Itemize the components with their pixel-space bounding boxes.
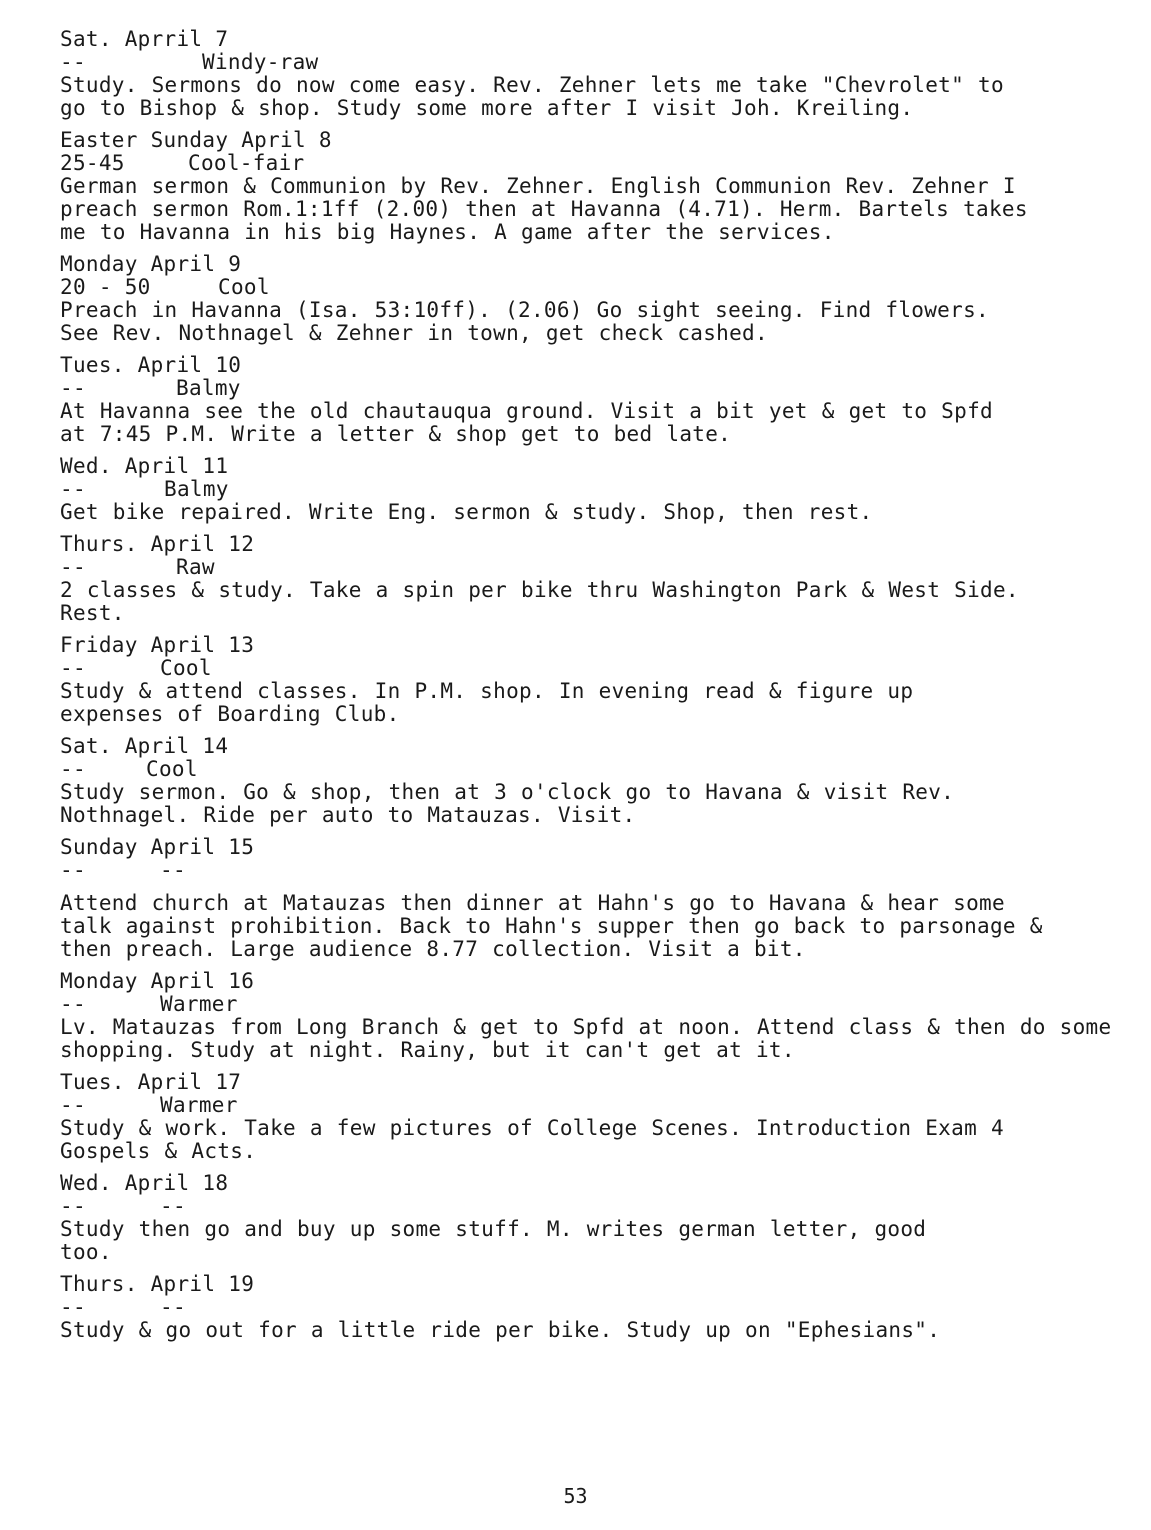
entry-temperature: --	[60, 376, 86, 400]
entry-conditions	[60, 377, 1120, 400]
entry-conditions	[60, 478, 1120, 501]
entry-weather: Raw	[176, 555, 215, 579]
entry-date: Thurs. April 12	[60, 532, 255, 556]
entry-conditions	[60, 993, 1120, 1016]
entry-text: German sermon & Communion by Rev. Zehner. English Communion Rev. Zehner I preach sermon Rom.1:1ff (2.00) then at Havanna (4.71). Herm. Bartels takes me to Havanna in his big Haynes. A game after the services.	[60, 174, 1028, 244]
entry-text: Attend church at Matauzas then dinner at Hahn's go to Havana & hear some talk against prohibition. Back to Hahn's supper then go back to parsonage & then preach. Large audience 8.77 collection. Visit a bit.	[60, 891, 1043, 961]
entry-temperature: --	[60, 1093, 86, 1117]
entry-temperature: 25-45	[60, 151, 125, 175]
diary-entry	[60, 455, 1120, 524]
entry-conditions	[60, 556, 1120, 579]
diary-entry	[60, 836, 1120, 961]
entry-text: Study & go out for a little ride per bike. Study up on "Ephesians".	[60, 1318, 941, 1342]
entry-conditions	[60, 859, 1120, 882]
entry-text: Study then go and buy up some stuff. M. writes german letter, good too.	[60, 1217, 927, 1264]
diary-entry	[60, 533, 1120, 625]
diary-entry	[60, 1172, 1120, 1264]
entry-temperature: --	[60, 757, 86, 781]
entry-temperature: 20 - 50	[60, 275, 151, 299]
entry-date: Tues. April 17	[60, 1070, 242, 1094]
entry-weather: Cool	[160, 656, 212, 680]
entry-weather: Warmer	[160, 1093, 238, 1117]
entry-date: Monday April 16	[60, 969, 255, 993]
entry-date: Tues. April 10	[60, 353, 242, 377]
entry-weather: Cool-fair	[188, 151, 305, 175]
entry-date: Monday April 9	[60, 252, 242, 276]
entry-text: Lv. Matauzas from Long Branch & get to Spfd at noon. Attend class & then do some shopping. Study at night. Rainy, but it can't get at it.	[60, 1015, 1112, 1062]
entry-conditions	[60, 1296, 1120, 1319]
entry-text: 2 classes & study. Take a spin per bike thru Washington Park & West Side. Rest.	[60, 578, 1019, 625]
diary-entry	[60, 634, 1120, 726]
entry-conditions	[60, 1195, 1120, 1218]
entry-weather: Windy-raw	[202, 50, 319, 74]
entry-temperature: --	[60, 477, 86, 501]
diary-entry	[60, 129, 1120, 244]
entry-temperature: --	[60, 1194, 86, 1218]
entry-temperature: --	[60, 555, 86, 579]
entry-temperature: --	[60, 656, 86, 680]
page-number: 53	[563, 1484, 588, 1508]
entry-conditions	[60, 1094, 1120, 1117]
entry-weather: Balmy	[176, 376, 241, 400]
entry-conditions	[60, 276, 1120, 299]
entry-weather: --	[160, 1295, 186, 1319]
diary-entry	[60, 354, 1120, 446]
entry-date: Sat. Aprril 7	[60, 27, 229, 51]
entry-temperature: --	[60, 992, 86, 1016]
entry-weather: Warmer	[160, 992, 238, 1016]
entry-weather: Balmy	[164, 477, 229, 501]
diary-page	[60, 28, 1120, 1351]
entry-text: Preach in Havanna (Isa. 53:10ff). (2.06) Go sight seeing. Find flowers. See Rev. Nothnagel & Zehner in town, get check cashed.	[60, 298, 989, 345]
entry-temperature: --	[60, 1295, 86, 1319]
diary-entry	[60, 1071, 1120, 1163]
entry-text: Study. Sermons do now come easy. Rev. Zehner lets me take "Chevrolet" to go to Bishop & shop. Study some more after I visit Joh. Kreiling.	[60, 73, 1004, 120]
entry-date: Thurs. April 19	[60, 1272, 255, 1296]
entry-temperature: --	[60, 858, 86, 882]
entry-text: Get bike repaired. Write Eng. sermon & study. Shop, then rest.	[60, 500, 873, 524]
entry-text: Study & work. Take a few pictures of College Scenes. Introduction Exam 4 Gospels & Acts.	[60, 1116, 1004, 1163]
entry-date: Wed. April 11	[60, 454, 229, 478]
entry-date: Sunday April 15	[60, 835, 255, 859]
entry-date: Wed. April 18	[60, 1171, 229, 1195]
entry-weather: Cool	[146, 757, 198, 781]
entry-date: Easter Sunday April 8	[60, 128, 332, 152]
entry-temperature: --	[60, 50, 86, 74]
diary-entry	[60, 1273, 1120, 1342]
entry-weather: Cool	[218, 275, 270, 299]
entry-conditions	[60, 657, 1120, 680]
entry-text: Study sermon. Go & shop, then at 3 o'clock go to Havana & visit Rev. Nothnagel. Ride per auto to Matauzas. Visit.	[60, 780, 955, 827]
diary-entry	[60, 253, 1120, 345]
entry-conditions	[60, 152, 1120, 175]
entry-date: Friday April 13	[60, 633, 255, 657]
diary-entry	[60, 28, 1120, 120]
diary-entry	[60, 735, 1120, 827]
entry-weather: --	[160, 858, 186, 882]
diary-entry	[60, 970, 1120, 1062]
entry-date: Sat. April 14	[60, 734, 229, 758]
entry-conditions	[60, 51, 1120, 74]
entry-conditions	[60, 758, 1120, 781]
entry-text: Study & attend classes. In P.M. shop. In evening read & figure up expenses of Boarding Club.	[60, 679, 914, 726]
entry-text: At Havanna see the old chautauqua ground. Visit a bit yet & get to Spfd at 7:45 P.M. Write a letter & shop get to bed late.	[60, 399, 993, 446]
entry-weather: --	[160, 1194, 186, 1218]
